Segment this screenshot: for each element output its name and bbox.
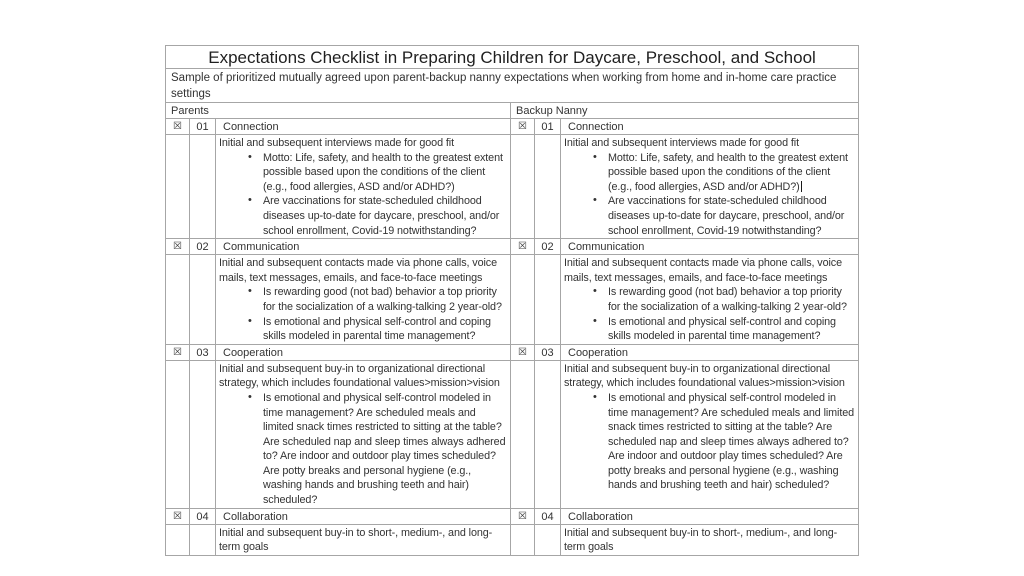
bullet-text: Are vaccinations for state-scheduled childhood diseases up-to-date for daycare, preschool, and/or school enrollment, Covid-19 notwithstanding?	[263, 195, 500, 237]
panel-header-parents[interactable]: Parents	[166, 103, 511, 119]
checkbox-checked-icon: ☒	[173, 510, 182, 522]
bullet-item	[219, 194, 507, 238]
row-intro: Initial and subsequent buy-in to organizational directional strategy, which includes foundational values>mission>vision	[564, 362, 845, 390]
row-02-content-nanny[interactable]	[561, 255, 859, 345]
checkbox-checked-icon: ☒	[518, 510, 527, 522]
row-04-category-nanny[interactable]: Collaboration	[561, 508, 859, 524]
empty-cell	[166, 135, 190, 239]
bullet-marker: •	[593, 314, 597, 327]
bullet-text	[608, 152, 848, 193]
row-04-number-nanny[interactable]: 04	[535, 508, 561, 524]
document-title[interactable]: Expectations Checklist in Preparing Children for Daycare, Preschool, and School	[166, 46, 859, 69]
bullet-marker: •	[593, 285, 597, 298]
bullet-marker: •	[248, 314, 252, 327]
row-intro: Initial and subsequent contacts made via phone calls, voice mails, text messages, emails, and face-to-face meetings	[564, 257, 842, 284]
bullet-item	[219, 285, 507, 314]
checkbox-checked-icon: ☒	[518, 241, 527, 253]
bullet-marker: •	[248, 390, 252, 403]
row-02-category-nanny[interactable]: Communication	[561, 239, 859, 255]
row-02-checkbox-nanny[interactable]	[511, 239, 535, 255]
checkbox-checked-icon: ☒	[173, 346, 182, 358]
row-01-content-nanny[interactable]	[561, 135, 859, 239]
row-01-category-nanny[interactable]: Connection	[561, 119, 859, 135]
checkbox-checked-icon: ☒	[173, 241, 182, 253]
row-intro: Initial and subsequent buy-in to organizational directional strategy, which includes foundational values>mission>vision	[219, 362, 500, 390]
bullet-item	[219, 315, 507, 344]
row-03-checkbox-parents[interactable]	[166, 344, 190, 360]
checkbox-checked-icon: ☒	[518, 121, 527, 132]
bullet-text: Is emotional and physical self-control and coping skills modeled in parental time management?	[608, 315, 836, 343]
bullet-text: Is emotional and physical self-control and coping skills modeled in parental time management?	[263, 315, 491, 343]
row-04-number-parents[interactable]: 04	[190, 508, 216, 524]
document-subtitle[interactable]: Sample of prioritized mutually agreed upon parent-backup nanny expectations when working from home and in-home care practice settings	[166, 69, 859, 103]
bullet-item	[564, 285, 855, 314]
bullet-text: Motto: Life, safety, and health to the greatest extent possible based upon the conditions of the client (e.g., food allergies, ASD and/or ADHD?)	[263, 151, 503, 193]
row-03-number-nanny[interactable]: 03	[535, 344, 561, 360]
bullet-marker: •	[248, 194, 252, 207]
bullet-text: Is rewarding good (not bad) behavior a top priority for the socialization of a walking-talking 2 year-old?	[263, 286, 502, 313]
bullet-item	[564, 151, 855, 195]
row-01-checkbox-nanny[interactable]	[511, 119, 535, 135]
bullet-text: Are vaccinations for state-scheduled childhood diseases up-to-date for daycare, preschool, and/or school enrollment, Covid-19 notwithstanding?	[608, 195, 845, 237]
empty-cell	[511, 135, 535, 239]
row-01-number-nanny[interactable]: 01	[535, 119, 561, 135]
bullet-marker: •	[593, 150, 597, 163]
bullet-item	[564, 194, 855, 238]
row-04-content-nanny[interactable]	[561, 524, 859, 555]
row-04-category-parents[interactable]: Collaboration	[216, 508, 511, 524]
panel-header-backup-nanny[interactable]: Backup Nanny	[511, 103, 859, 119]
bullet-text: Is emotional and physical self-control modeled in time management? Are scheduled meals and limited snack times restricted to sitting at the table? Are scheduled nap and sleep times always adhered to? Are indoor and outdoor play times scheduled? Are potty breaks and personal hygiene (e.g., washing hands and brushing teeth and hair) scheduled?	[608, 391, 855, 492]
empty-cell	[511, 255, 535, 345]
row-intro: Initial and subsequent buy-in to short-, medium-, and long-term goals	[219, 526, 493, 554]
bullet-marker: •	[248, 150, 252, 163]
row-02-number-parents[interactable]: 02	[190, 239, 216, 255]
row-01-content-parents[interactable]	[216, 135, 511, 239]
row-03-category-parents[interactable]: Cooperation	[216, 344, 511, 360]
bullet-item	[219, 151, 507, 195]
document-page	[165, 45, 859, 556]
expectations-checklist-table	[165, 45, 859, 556]
empty-cell	[535, 255, 561, 345]
bullet-text-inner: Motto: Life, safety, and health to the greatest extent possible based upon the conditions of the client (e.g., food allergies, ASD and/or ADHD?)	[608, 151, 848, 193]
empty-cell	[535, 524, 561, 555]
bullet-text: Is rewarding good (not bad) behavior a top priority for the socialization of a walking-talking 2 year-old?	[608, 286, 847, 313]
empty-cell	[166, 255, 190, 345]
row-04-content-parents[interactable]	[216, 524, 511, 555]
row-01-number-parents[interactable]: 01	[190, 119, 216, 135]
row-02-checkbox-parents[interactable]	[166, 239, 190, 255]
row-04-checkbox-parents[interactable]	[166, 508, 190, 524]
row-03-content-parents[interactable]	[216, 360, 511, 508]
text-cursor-caret	[801, 181, 802, 192]
row-03-content-nanny[interactable]	[561, 360, 859, 508]
row-intro: Initial and subsequent contacts made via phone calls, voice mails, text messages, emails, and face-to-face meetings	[219, 257, 497, 284]
row-intro: Initial and subsequent interviews made for good fit	[219, 137, 454, 149]
bullet-marker: •	[248, 285, 252, 298]
row-03-category-nanny[interactable]: Cooperation	[561, 344, 859, 360]
checkbox-checked-icon: ☒	[518, 346, 527, 358]
bullet-text: Is emotional and physical self-control modeled in time management? Are scheduled meals and limited snack times restricted to sitting at the table? Are scheduled nap and sleep times always adhered to? Are indoor and outdoor play times scheduled? Are potty breaks and personal hygiene (e.g., washing hands and brushing teeth and hair) scheduled?	[263, 391, 506, 507]
checkbox-checked-icon: ☒	[173, 121, 182, 132]
empty-cell	[190, 135, 216, 239]
empty-cell	[511, 360, 535, 508]
row-04-checkbox-nanny[interactable]	[511, 508, 535, 524]
empty-cell	[535, 360, 561, 508]
empty-cell	[166, 360, 190, 508]
row-03-checkbox-nanny[interactable]	[511, 344, 535, 360]
row-02-number-nanny[interactable]: 02	[535, 239, 561, 255]
empty-cell	[166, 524, 190, 555]
row-intro: Initial and subsequent interviews made for good fit	[564, 137, 799, 149]
empty-cell	[535, 135, 561, 239]
bullet-item	[564, 391, 855, 493]
empty-cell	[190, 255, 216, 345]
row-01-category-parents[interactable]: Connection	[216, 119, 511, 135]
row-01-checkbox-parents[interactable]	[166, 119, 190, 135]
row-02-content-parents[interactable]	[216, 255, 511, 345]
empty-cell	[511, 524, 535, 555]
bullet-item	[564, 315, 855, 344]
empty-cell	[190, 524, 216, 555]
row-intro: Initial and subsequent buy-in to short-, medium-, and long-term goals	[564, 526, 838, 554]
row-03-number-parents[interactable]: 03	[190, 344, 216, 360]
bullet-item	[219, 391, 507, 508]
bullet-marker: •	[593, 194, 597, 207]
row-02-category-parents[interactable]: Communication	[216, 239, 511, 255]
empty-cell	[190, 360, 216, 508]
bullet-marker: •	[593, 390, 597, 403]
